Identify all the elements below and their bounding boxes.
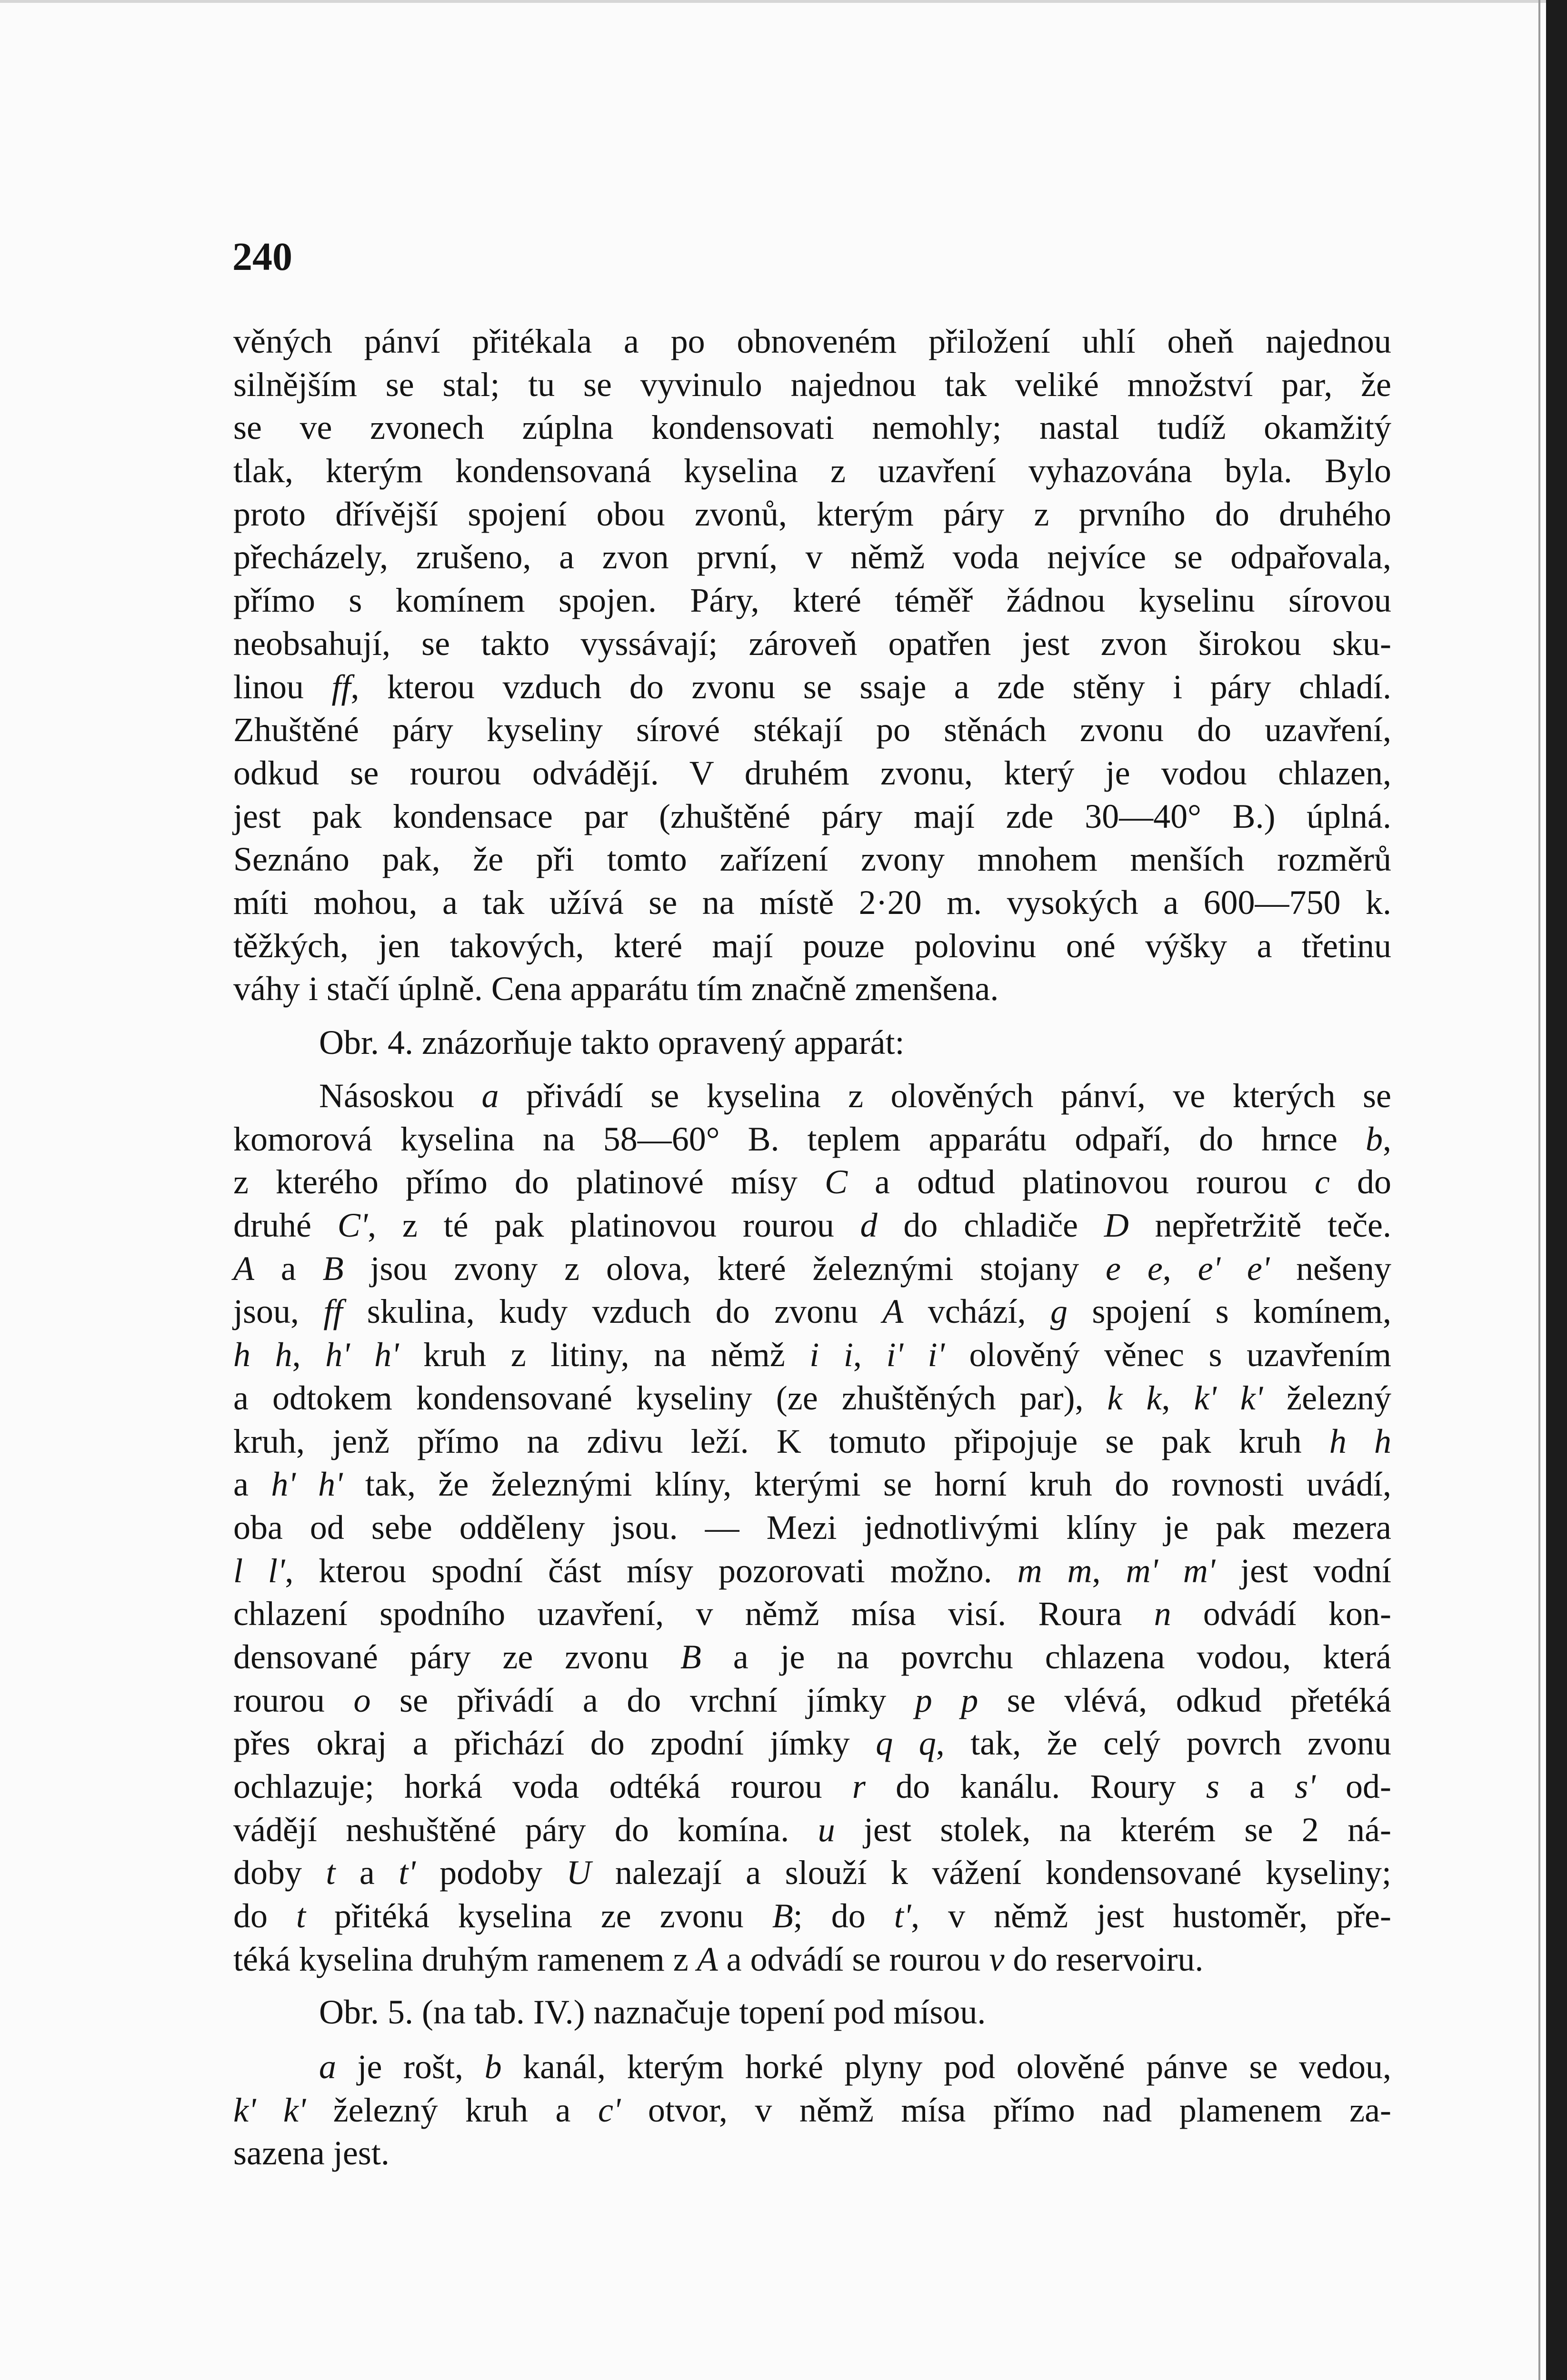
- text-segment: jest pak kondensace par (zhuštěné páry mají zde 30—40° B.) úplná.: [233, 797, 1391, 835]
- text-line: [233, 1991, 1391, 2034]
- text-segment: nalezají a slouží k vážení kondensované kyseliny;: [591, 1854, 1391, 1892]
- text-segment: přímo s komínem spojen. Páry, které téměř žádnou kyselinu sírovou: [233, 581, 1391, 620]
- text-segment: se přivádí a do vrchní jímky: [370, 1681, 915, 1719]
- figure-label: C': [337, 1206, 368, 1245]
- text-segment: tlak, kterým kondensovaná kyselina z uzavření vyhazována byla. Bylo: [233, 452, 1391, 490]
- text-line: [233, 881, 1391, 924]
- text-segment: železný kruh a: [306, 2091, 598, 2129]
- figure-label: e e: [1106, 1249, 1163, 1288]
- text-segment: vchází,: [903, 1292, 1050, 1331]
- figure-label: l l': [233, 1551, 285, 1590]
- figure-label: p p: [915, 1681, 978, 1719]
- text-segment: Násoskou: [319, 1077, 482, 1115]
- text-segment: do: [1329, 1163, 1391, 1201]
- text-line: [233, 1894, 1391, 1938]
- text-line: [233, 665, 1391, 709]
- text-segment: ; do: [793, 1897, 894, 1935]
- figure-label: h' h': [325, 1336, 399, 1374]
- figure-label: A: [697, 1940, 718, 1978]
- paragraph-continuation: [233, 320, 1391, 1011]
- figure-label: a: [481, 1077, 499, 1115]
- text-segment: oba od sebe odděleny jsou. — Mezi jednotlivými klíny je pak mezera: [233, 1508, 1391, 1547]
- figure-label: t': [894, 1897, 911, 1935]
- text-line: [233, 2045, 1391, 2089]
- text-line: [233, 1021, 1391, 1064]
- text-segment: komorová kyselina na 58—60° B. teplem apparátu odpaří, do hrnce: [233, 1120, 1366, 1158]
- text-segment: podoby: [415, 1854, 567, 1892]
- text-line: [233, 838, 1391, 881]
- text-segment: ,: [1161, 1378, 1194, 1417]
- figure-label: q q: [876, 1724, 936, 1763]
- text-segment: otvor, v němž mísa přímo nad plamenem za-: [620, 2091, 1392, 2129]
- text-segment: doby: [233, 1854, 326, 1892]
- text-segment: sazena jest.: [233, 2134, 389, 2172]
- figure-label: k' k': [1194, 1378, 1263, 1417]
- figure-label: ff: [323, 1292, 343, 1331]
- scan-right-edge: [1546, 0, 1567, 2380]
- text-segment: , v němž jest hustoměr, pře-: [911, 1897, 1391, 1935]
- text-line: [233, 579, 1391, 622]
- figure-label: t: [296, 1897, 306, 1935]
- paragraph-figure-4-intro: [233, 1021, 1391, 1064]
- text-segment: kanál, kterým horké plyny pod olověné pánve se vedou,: [501, 2048, 1391, 2086]
- figure-label: s: [1206, 1767, 1219, 1805]
- scan-binding-line: [1538, 0, 1540, 2380]
- text-line: [233, 406, 1391, 449]
- figure-label: g: [1050, 1292, 1068, 1331]
- figure-label: h' h': [271, 1465, 343, 1504]
- text-line: [233, 320, 1391, 363]
- text-segment: těžkých, jen takových, které mají pouze polovinu oné výšky a třetinu: [233, 926, 1391, 965]
- text-segment: rourou: [233, 1681, 354, 1719]
- text-line: [233, 1636, 1391, 1679]
- text-line: [233, 1938, 1391, 1981]
- figure-label: U: [566, 1854, 591, 1892]
- figure-label: s': [1295, 1767, 1316, 1805]
- figure-label: A: [882, 1292, 904, 1331]
- figure-label: ff: [331, 667, 351, 706]
- text-segment: neobsahují, se takto vyssávají; zároveň opatřen jest zvon širokou sku-: [233, 624, 1391, 663]
- text-segment: se vlévá, odkud přetéká: [978, 1681, 1392, 1719]
- text-segment: , kterou spodní část mísy pozorovati možno.: [285, 1551, 1018, 1590]
- text-segment: přitéká kyselina ze zvonu: [306, 1897, 772, 1935]
- text-segment: Seznáno pak, že při tomto zařízení zvony mnohem menších rozměrů: [233, 840, 1391, 879]
- figure-label: u: [818, 1810, 835, 1849]
- text-segment: a odtud platinovou rourou: [847, 1163, 1315, 1201]
- text-segment: ,: [853, 1336, 887, 1374]
- figure-label: r: [852, 1767, 866, 1805]
- figure-label: k' k': [233, 2091, 306, 2129]
- text-segment: ,: [1383, 1120, 1391, 1158]
- text-segment: , tak, že celý povrch zvonu: [936, 1724, 1391, 1763]
- text-segment: se ve zvonech zúplna kondensovati nemohly; nastal tudíž okamžitý: [233, 408, 1391, 447]
- text-segment: linou: [233, 667, 332, 706]
- text-segment: do kanálu. Roury: [865, 1767, 1206, 1805]
- text-segment: nešeny: [1269, 1249, 1391, 1288]
- text-line: [233, 1506, 1391, 1549]
- figure-label: B: [772, 1897, 793, 1935]
- page-number: 240: [232, 235, 292, 279]
- text-line: [233, 2089, 1391, 2132]
- figure-label: C: [824, 1163, 848, 1201]
- text-segment: Zhuštěné páry kyseliny sírové stékají po stěnách zvonu do uzavření,: [233, 711, 1391, 749]
- text-segment: a: [254, 1249, 323, 1288]
- text-segment: do: [233, 1897, 296, 1935]
- text-segment: tak, že železnými klíny, kterými se horní kruh do rovnosti uvádí,: [342, 1465, 1392, 1504]
- text-line: [233, 493, 1391, 536]
- text-segment: ,: [292, 1336, 326, 1374]
- text-segment: z kterého přímo do platinové mísy: [233, 1163, 825, 1201]
- figure-label: b: [484, 2048, 502, 2086]
- text-segment: Obr. 4. znázorňuje takto opravený apparát:: [319, 1023, 905, 1061]
- text-line: [233, 622, 1391, 665]
- text-segment: a je na povrchu chlazena vodou, která: [701, 1637, 1391, 1676]
- text-segment: silnějším se stal; tu se vyvinulo najednou tak veliké množství par, že: [233, 365, 1391, 404]
- text-segment: jest stolek, na kterém se 2 ná-: [835, 1810, 1392, 1849]
- figure-label: B: [680, 1637, 701, 1676]
- text-segment: váhy i stačí úplně. Cena apparátu tím značně zmenšena.: [233, 970, 999, 1008]
- figure-label: m m: [1017, 1551, 1092, 1590]
- text-segment: do reservoiru.: [1004, 1940, 1204, 1978]
- text-segment: spojení s komínem,: [1067, 1292, 1392, 1331]
- text-segment: míti mohou, a tak užívá se na místě 2·20 m. vysokých a 600—750 k.: [233, 883, 1391, 922]
- figure-label: t: [326, 1854, 336, 1892]
- figure-label: i i: [809, 1336, 853, 1374]
- figure-label: k k: [1107, 1378, 1162, 1417]
- text-line: [233, 1765, 1391, 1808]
- text-segment: ,: [1092, 1551, 1126, 1590]
- text-line: [233, 924, 1391, 968]
- text-segment: a odvádí se rourou: [718, 1940, 989, 1978]
- scan-top-edge: [0, 0, 1567, 3]
- text-segment: téká kyselina druhým ramenem z: [233, 1940, 697, 1978]
- text-line: [233, 1377, 1391, 1420]
- text-segment: přivádí se kyselina z olověných pánví, ve kterých se: [499, 1077, 1391, 1115]
- text-segment: jsou,: [233, 1292, 324, 1331]
- paragraph-figure-5-description: [233, 2045, 1391, 2175]
- text-segment: Obr. 5. (na tab. IV.) naznačuje topení pod mísou.: [319, 1993, 986, 2031]
- text-segment: a: [335, 1854, 399, 1892]
- text-segment: a odtokem kondensované kyseliny (ze zhuštěných par),: [233, 1378, 1108, 1417]
- figure-label: A: [233, 1249, 254, 1288]
- text-segment: železný: [1263, 1378, 1392, 1417]
- figure-label: v: [989, 1940, 1005, 1978]
- text-segment: věných pánví přitékala a po obnoveném přiložení uhlí oheň najednou: [233, 322, 1391, 360]
- text-segment: , z té pak platinovou rourou: [368, 1206, 860, 1245]
- text-segment: odkud se rourou odvádějí. V druhém zvonu, který je vodou chlazen,: [233, 754, 1391, 792]
- text-segment: druhé: [233, 1206, 338, 1245]
- text-segment: nepřetržitě teče.: [1128, 1206, 1392, 1245]
- text-line: [233, 708, 1391, 752]
- paragraph-figure-4-description: [233, 1074, 1391, 1981]
- text-line: [233, 363, 1391, 407]
- text-segment: přes okraj a přichází do zpodní jímky: [233, 1724, 876, 1763]
- text-segment: vádějí neshuštěné páry do komína.: [233, 1810, 818, 1849]
- figure-label: c': [598, 2091, 621, 2129]
- text-segment: do chladiče: [877, 1206, 1104, 1245]
- text-line: [233, 1592, 1391, 1636]
- text-segment: jsou zvony z olova, které železnými stojany: [343, 1249, 1106, 1288]
- text-line: [233, 1679, 1391, 1722]
- figure-label: t': [399, 1854, 416, 1892]
- figure-label: d: [860, 1206, 878, 1245]
- text-segment: a: [1219, 1767, 1295, 1805]
- text-segment: a: [233, 1465, 271, 1504]
- paragraph-figure-5-intro: [233, 1991, 1391, 2034]
- text-segment: olověný věnec s uzavřením: [944, 1336, 1391, 1374]
- text-segment: odvádí kon-: [1171, 1595, 1391, 1633]
- figure-label: b: [1366, 1120, 1383, 1158]
- text-segment: chlazení spodního uzavření, v němž mísa visí. Roura: [233, 1595, 1154, 1633]
- figure-label: a: [319, 2048, 336, 2086]
- text-line: [233, 1333, 1391, 1377]
- text-line: [233, 1463, 1391, 1506]
- text-segment: kruh, jenž přímo na zdivu leží. K tomuto připojuje se pak kruh: [233, 1422, 1329, 1460]
- text-line: [233, 1204, 1391, 1247]
- text-line: [233, 752, 1391, 795]
- text-segment: ochlazuje; horká voda odtéká rourou: [233, 1767, 852, 1805]
- text-line: [233, 967, 1391, 1011]
- figure-label: e' e': [1198, 1249, 1270, 1288]
- text-line: [233, 1808, 1391, 1852]
- text-segment: densované páry ze zvonu: [233, 1637, 680, 1676]
- text-segment: , kterou vzduch do zvonu se ssaje a zde stěny i páry chladí.: [350, 667, 1391, 706]
- text-segment: od-: [1315, 1767, 1391, 1805]
- text-segment: ,: [1162, 1249, 1198, 1288]
- text-line: [233, 449, 1391, 493]
- text-line: [233, 1118, 1391, 1161]
- text-line: [233, 1247, 1391, 1290]
- figure-label: h h: [233, 1336, 292, 1374]
- text-segment: je rošt,: [336, 2048, 485, 2086]
- figure-label: c: [1315, 1163, 1330, 1201]
- text-segment: skulina, kudy vzduch do zvonu: [342, 1292, 883, 1331]
- text-line: [233, 795, 1391, 838]
- text-line: [233, 1851, 1391, 1894]
- text-line: [233, 1160, 1391, 1204]
- text-line: [233, 1074, 1391, 1118]
- text-line: [233, 1420, 1391, 1463]
- figure-label: h h: [1329, 1422, 1391, 1460]
- text-segment: jest vodní: [1215, 1551, 1392, 1590]
- text-line: [233, 2132, 1391, 2175]
- text-line: [233, 1290, 1391, 1333]
- figure-label: B: [322, 1249, 344, 1288]
- figure-label: i' i': [886, 1336, 945, 1374]
- text-segment: proto dřívější spojení obou zvonů, kterým páry z prvního do druhého: [233, 495, 1391, 533]
- figure-label: m' m': [1126, 1551, 1216, 1590]
- figure-label: D: [1104, 1206, 1129, 1245]
- text-segment: přecházely, zrušeno, a zvon první, v němž voda nejvíce se odpařovala,: [233, 538, 1391, 576]
- figure-label: n: [1154, 1595, 1171, 1633]
- text-segment: kruh z litiny, na němž: [399, 1336, 810, 1374]
- text-line: [233, 1722, 1391, 1765]
- text-line: [233, 1549, 1391, 1593]
- text-line: [233, 536, 1391, 579]
- figure-label: o: [353, 1681, 371, 1719]
